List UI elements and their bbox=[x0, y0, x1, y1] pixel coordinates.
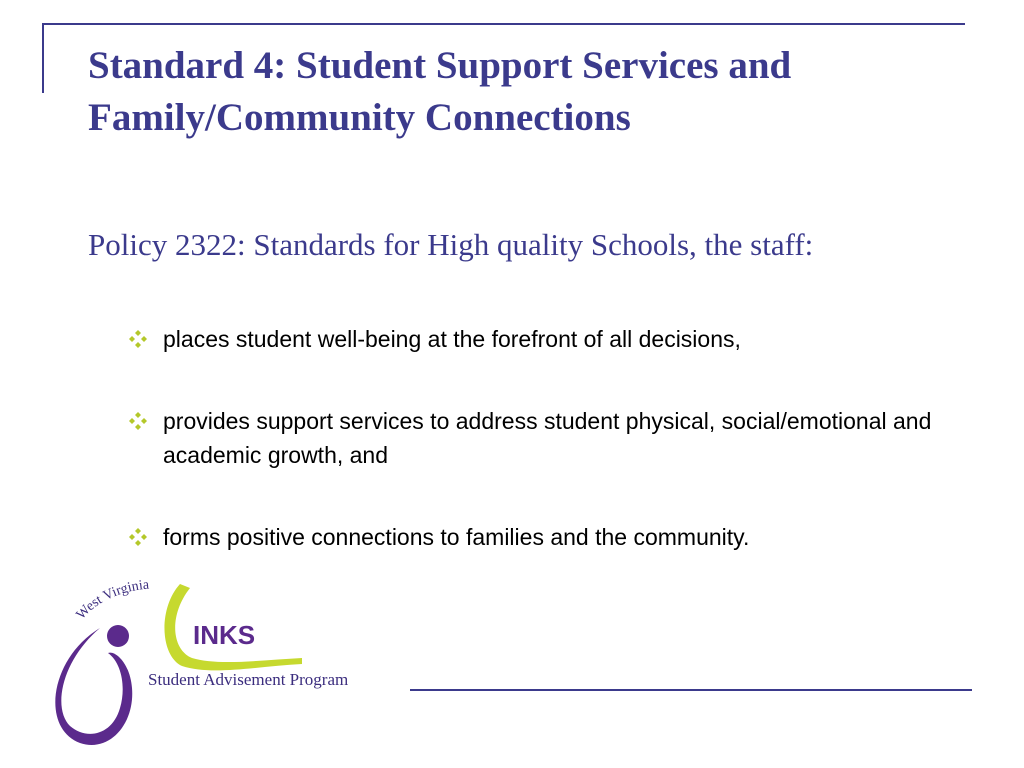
logo-arc-text: West Virginia bbox=[73, 578, 150, 623]
four-diamond-bullet-icon bbox=[128, 527, 148, 547]
bullet-list bbox=[128, 322, 948, 602]
slide-title bbox=[88, 40, 988, 144]
slide-title-line-2: Family/Community Connections bbox=[88, 96, 631, 139]
logo-tagline: Student Advisement Program bbox=[148, 670, 349, 689]
logo-wordmark: INKS bbox=[193, 620, 256, 650]
bullet-item bbox=[128, 404, 948, 472]
top-rule bbox=[43, 23, 965, 25]
bullet-item bbox=[128, 520, 948, 554]
bullet-text: forms positive connections to families and the community. bbox=[163, 524, 750, 550]
slide-title-line-1: Standard 4: Student Support Services and bbox=[88, 44, 792, 87]
left-rule bbox=[42, 23, 44, 93]
bullet-text: places student well-being at the forefront of all decisions, bbox=[163, 326, 741, 352]
four-diamond-bullet-icon bbox=[128, 329, 148, 349]
four-diamond-bullet-icon bbox=[128, 411, 148, 431]
bullet-item bbox=[128, 322, 948, 356]
bottom-rule bbox=[410, 689, 972, 691]
policy-subtitle: Policy 2322: Standards for High quality Schools, the staff: bbox=[88, 227, 814, 262]
figure-head bbox=[107, 625, 129, 647]
bullet-text: provides support services to address student physical, social/emotional and academic growth, and bbox=[163, 408, 932, 468]
wv-links-logo bbox=[40, 578, 420, 750]
